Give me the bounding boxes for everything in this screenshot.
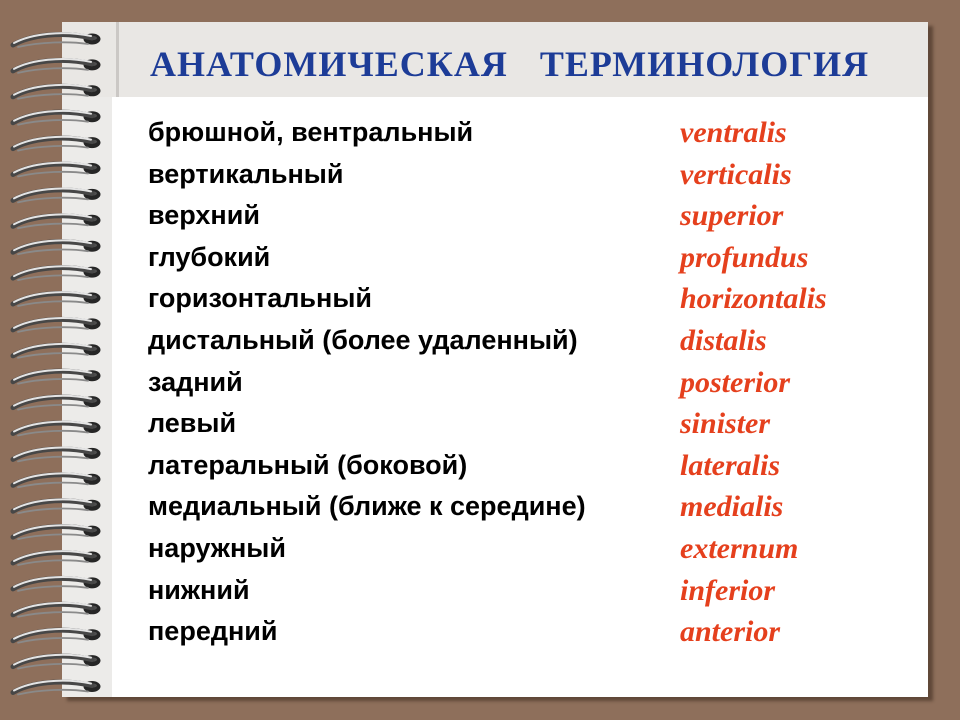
term-latin: superior — [680, 199, 784, 233]
term-russian: брюшной, вентральный — [148, 117, 474, 147]
term-russian: передний — [148, 616, 278, 647]
term-russian: наружный — [148, 532, 286, 563]
term-russian: нижний — [148, 574, 250, 605]
term-row — [0, 237, 960, 279]
spiral-ring — [13, 655, 101, 669]
spiral-ring — [13, 681, 101, 695]
term-latin: distalis — [680, 323, 767, 357]
term-latin: medialis — [680, 490, 784, 524]
term-russian: глубокий — [148, 241, 271, 272]
term-row — [0, 278, 960, 320]
term-russian: верхний — [148, 200, 260, 231]
spiral-ring — [13, 33, 101, 47]
term-row — [0, 445, 960, 487]
spiral-ring — [13, 85, 101, 99]
term-row — [0, 403, 960, 445]
term-latin: posterior — [680, 365, 791, 399]
term-row — [0, 570, 960, 612]
term-russian: левый — [148, 408, 237, 439]
term-russian: медиальный (ближе к середине) — [148, 491, 586, 522]
term-row — [0, 195, 960, 237]
term-latin: anterior — [680, 615, 781, 649]
term-latin: sinister — [680, 407, 771, 441]
term-latin: verticalis — [680, 157, 792, 191]
term-row — [0, 528, 960, 570]
term-russian: латеральный (боковой) — [148, 449, 468, 480]
term-row — [0, 112, 960, 154]
term-russian: дистальный (более удаленный) — [148, 324, 578, 355]
term-row — [0, 154, 960, 196]
term-latin: lateralis — [680, 448, 781, 482]
term-list — [0, 112, 960, 653]
slide-title: АНАТОМИЧЕСКАЯ ТЕРМИНОЛОГИЯ — [150, 44, 870, 84]
term-row — [0, 320, 960, 362]
term-russian: вертикальный — [148, 158, 344, 189]
term-row — [0, 362, 960, 404]
term-row — [0, 486, 960, 528]
term-latin: inferior — [680, 573, 776, 607]
term-latin: externum — [680, 531, 799, 565]
term-row — [0, 611, 960, 653]
spiral-ring — [13, 59, 101, 73]
term-russian: задний — [148, 366, 243, 397]
term-latin: profundus — [680, 240, 809, 274]
term-latin: ventralis — [680, 116, 787, 149]
term-latin: horizontalis — [680, 282, 827, 316]
term-russian: горизонтальный — [148, 283, 372, 314]
